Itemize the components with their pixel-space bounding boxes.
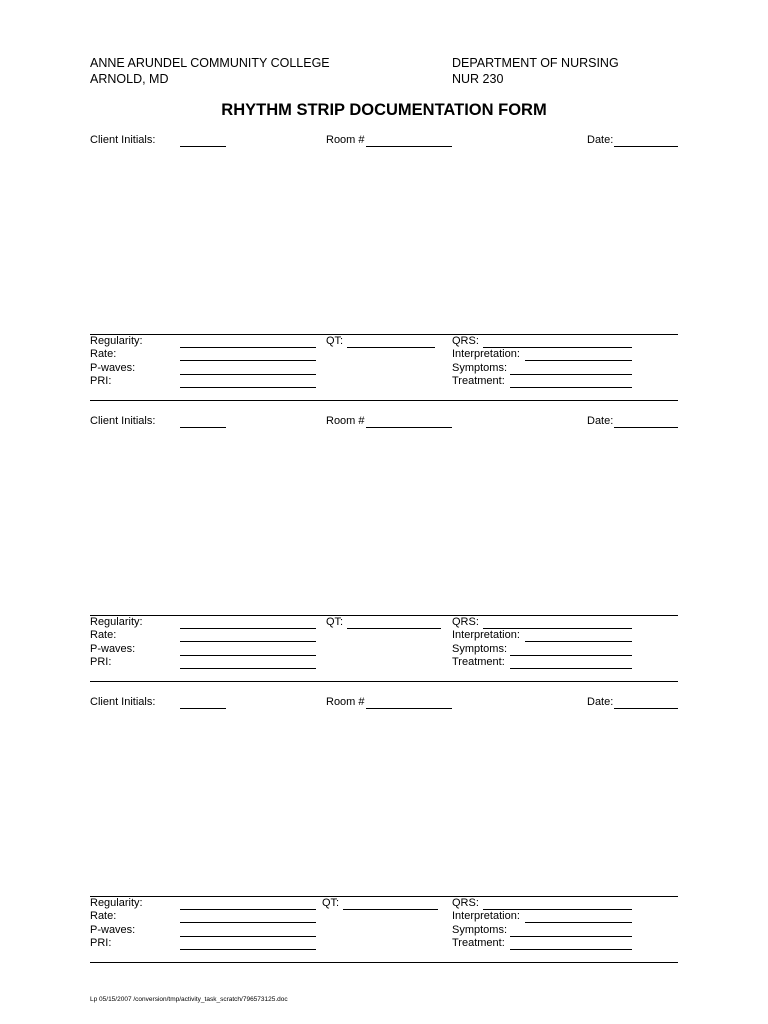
symptoms-label: Symptoms:	[452, 643, 508, 655]
qrs-label: QRS:	[452, 897, 479, 909]
pwaves-field[interactable]	[180, 361, 316, 375]
qt-label: QT:	[326, 616, 344, 628]
pwaves-label: P-waves:	[90, 362, 136, 374]
college-name: ANNE ARUNDEL COMMUNITY COLLEGE	[90, 56, 330, 70]
rate-field[interactable]	[180, 909, 316, 923]
date-field[interactable]	[614, 414, 678, 428]
treatment-label: Treatment:	[452, 375, 505, 387]
client-initials-label: Client Initials:	[90, 696, 156, 708]
regularity-field[interactable]	[180, 615, 316, 629]
symptoms-label: Symptoms:	[452, 362, 508, 374]
rhythm-strip-area	[90, 431, 678, 613]
pri-field[interactable]	[180, 936, 316, 950]
course-code: NUR 230	[452, 72, 504, 86]
pri-field[interactable]	[180, 374, 316, 388]
qt-label: QT:	[322, 897, 340, 909]
date-label: Date:	[587, 134, 614, 146]
qrs-field[interactable]	[483, 615, 632, 629]
pri-label: PRI:	[90, 656, 112, 668]
client-initials-field[interactable]	[180, 695, 226, 709]
treatment-field[interactable]	[510, 936, 632, 950]
divider-line	[90, 681, 678, 682]
qt-label: QT:	[326, 335, 344, 347]
client-initials-field[interactable]	[180, 133, 226, 147]
rhythm-strip-area	[90, 712, 678, 894]
interpretation-label: Interpretation:	[452, 910, 520, 922]
regularity-label: Regularity:	[90, 616, 143, 628]
regularity-label: Regularity:	[90, 897, 143, 909]
room-label: Room #	[326, 696, 365, 708]
date-field[interactable]	[614, 133, 678, 147]
pwaves-label: P-waves:	[90, 643, 136, 655]
regularity-label: Regularity:	[90, 335, 143, 347]
divider-line	[90, 400, 678, 401]
interpretation-field[interactable]	[525, 347, 632, 361]
college-location: ARNOLD, MD	[90, 72, 169, 86]
form-title: RHYTHM STRIP DOCUMENTATION FORM	[221, 101, 547, 119]
qrs-field[interactable]	[483, 334, 632, 348]
pwaves-label: P-waves:	[90, 924, 136, 936]
pri-label: PRI:	[90, 375, 112, 387]
qrs-label: QRS:	[452, 616, 479, 628]
regularity-field[interactable]	[180, 896, 316, 910]
date-label: Date:	[587, 415, 614, 427]
interpretation-field[interactable]	[525, 628, 632, 642]
rhythm-strip-area	[90, 150, 678, 332]
symptoms-field[interactable]	[510, 361, 632, 375]
interpretation-label: Interpretation:	[452, 629, 520, 641]
client-initials-label: Client Initials:	[90, 134, 156, 146]
treatment-field[interactable]	[510, 374, 632, 388]
rate-label: Rate:	[90, 348, 117, 360]
date-label: Date:	[587, 696, 614, 708]
room-field[interactable]	[366, 695, 452, 709]
client-initials-field[interactable]	[180, 414, 226, 428]
treatment-field[interactable]	[510, 655, 632, 669]
rate-label: Rate:	[90, 629, 117, 641]
client-initials-label: Client Initials:	[90, 415, 156, 427]
pri-field[interactable]	[180, 655, 316, 669]
treatment-label: Treatment:	[452, 937, 505, 949]
interpretation-label: Interpretation:	[452, 348, 520, 360]
symptoms-field[interactable]	[510, 642, 632, 656]
symptoms-field[interactable]	[510, 923, 632, 937]
rate-label: Rate:	[90, 910, 117, 922]
qt-field[interactable]	[343, 896, 438, 910]
room-field[interactable]	[366, 133, 452, 147]
divider-line	[90, 962, 678, 963]
rate-field[interactable]	[180, 628, 316, 642]
symptoms-label: Symptoms:	[452, 924, 508, 936]
department-name: DEPARTMENT OF NURSING	[452, 56, 619, 70]
document-footer: Lp 05/15/2007 /conversion/tmp/activity_task_scratch/796573125.doc	[90, 996, 288, 1003]
qrs-field[interactable]	[483, 896, 632, 910]
qt-field[interactable]	[347, 334, 435, 348]
date-field[interactable]	[614, 695, 678, 709]
pwaves-field[interactable]	[180, 642, 316, 656]
room-label: Room #	[326, 134, 365, 146]
pwaves-field[interactable]	[180, 923, 316, 937]
regularity-field[interactable]	[180, 334, 316, 348]
interpretation-field[interactable]	[525, 909, 632, 923]
pri-label: PRI:	[90, 937, 112, 949]
qt-field[interactable]	[347, 615, 441, 629]
qrs-label: QRS:	[452, 335, 479, 347]
treatment-label: Treatment:	[452, 656, 505, 668]
room-label: Room #	[326, 415, 365, 427]
rate-field[interactable]	[180, 347, 316, 361]
room-field[interactable]	[366, 414, 452, 428]
